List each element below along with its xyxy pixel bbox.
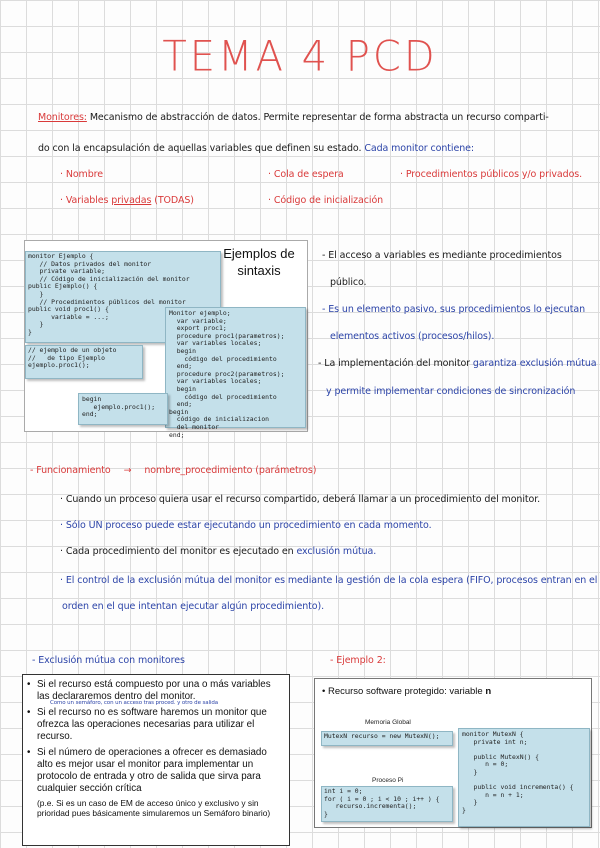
monitores-def-line2a: do con la encapsulación de aquellas variables que definen su estado.: [38, 143, 362, 154]
monitores-definition-line2: [38, 143, 598, 154]
item-variables-privadas: privadas: [111, 195, 152, 206]
ejemplo2-heading: - Ejemplo 2:: [330, 655, 386, 666]
item-procedimientos: · Procedimientos públicos y/o privados.: [400, 169, 583, 180]
note-2-line1: - Es un elemento pasivo, sus procedimientos lo ejecutan: [322, 304, 585, 315]
monitores-label: Monitores:: [38, 112, 87, 123]
code-pascal-monitor: Monitor ejemplo; var variable; export proc1; procedure proc1(parametros); var variables locales; begin código del procedimiento end; procedure proc2(parametros); var variables locales; begin código del procedimiento end; begin código de inicializacion del monitor end;: [165, 307, 306, 428]
syntax-title: [214, 245, 304, 279]
funcionamiento-label: - Funcionamiento: [30, 465, 111, 476]
memoria-code: MutexN recurso = new MutexN();: [321, 731, 453, 746]
exclusion-bullet-3: • Si el número de operaciones a ofrecer es demasiado alto es mejor usar el monitor para implementar un protocolo de entrada y otro de salida que sirva para cualquier sección crítica: [27, 747, 285, 795]
proceso-code: int i = 0; for ( i = 0 ; i < 10 ; i++ ) { recurso.incrementa(); }: [321, 786, 453, 822]
funcionamiento-b2: · Sólo UN proceso puede estar ejecutando un procedimiento en cada momento.: [60, 520, 432, 531]
arrow-icon: →: [123, 465, 132, 476]
exclusion-bullet-2: • Si el recurso no es software haremos un monitor que ofrezca las operaciones necesarias para utilizar el recurso.: [27, 707, 285, 743]
exclusion-paren: (p.e. Si es un caso de EM de acceso único y exclusivo y sin prioridad pues básicamente simularemos un Semáforo binario): [37, 798, 271, 818]
exclusion-handwritten-note: Como un semáforo, con un acceso tras proced. y otro de salida: [50, 700, 219, 706]
note-3-blue: garantiza exclusión mútua: [472, 358, 597, 369]
note-1-line1: - El acceso a variables es mediante procedimientos: [322, 250, 562, 261]
item-cola: · Cola de espera: [268, 169, 344, 180]
memoria-label: Memoria Global: [365, 719, 411, 726]
funcionamiento-signature: nombre_procedimiento (parámetros): [144, 465, 317, 476]
funcionamiento-b3: [60, 546, 376, 557]
item-nombre: · Nombre: [60, 169, 103, 180]
monitores-def-line1: Mecanismo de abstracción de datos. Permite representar de forma abstracta un recurso comparti-: [89, 112, 549, 123]
note-3-pre: - La implementación del monitor: [318, 358, 473, 369]
funcionamiento-b1: · Cuando un proceso quiera usar el recurso compartido, deberá llamar a un procedimiento del monitor.: [60, 494, 541, 505]
monitores-def-line2b: Cada monitor contiene:: [364, 143, 474, 154]
ejemplo2-bullet-text: Recurso software protegido: variable: [327, 686, 486, 697]
code-java-monitor: monitor Ejemplo { // Datos privados del monitor private variable; // Código de inicialización del monitor public Ejemplo() { } // Procedimientos públicos del monitor public void proc1() { variable = ...; } }: [25, 251, 221, 343]
page-title: TEMA 4 PCD: [162, 32, 438, 82]
funcionamiento-b4-line2: orden en el que intentan ejecutar algún procedimiento).: [62, 601, 325, 612]
funcionamiento-b4-line1: · El control de la exclusión mútua del monitor es mediante la gestión de la cola espera (FIFO, procesos entran en el: [60, 575, 598, 586]
code-java-usage: // ejemplo de un objeto // de tipo Ejemplo ejemplo.proc1();: [25, 345, 143, 379]
ejemplo2-bullet: • Recurso software protegido: variable n: [322, 686, 492, 697]
item-variables-post: (TODAS): [151, 195, 194, 206]
note-3-line1: [318, 358, 597, 369]
monitor-mutex-code: monitor MutexN { private int n; public MutexN() { n = 0; } public void incrementa() { n = n + 1; } }: [458, 728, 590, 827]
exclusion-bullet-1: • Si el recurso está compuesto por una o más variables las declararemos dentro del monitor.: [27, 679, 285, 703]
exclusion-heading: - Exclusión mútua con monitores: [32, 655, 185, 666]
item-variables: [60, 195, 194, 206]
monitores-definition: [38, 112, 598, 123]
syntax-title-line2: sintaxis: [237, 263, 281, 278]
funcionamiento-b3-pre: · Cada procedimiento del monitor es ejecutado en: [60, 546, 297, 557]
proceso-label: Proceso Pi: [372, 777, 404, 784]
note-3-line2: y permite implementar condiciones de sincronización: [326, 386, 576, 397]
code-pascal-usage: begin ejemplo.proc1(); end;: [78, 393, 168, 425]
note-2-line2: elementos activos (procesos/hilos).: [330, 331, 495, 342]
note-1-line2: público.: [330, 277, 367, 288]
funcionamiento-b3-blue: exclusión mútua.: [296, 546, 377, 557]
item-variables-pre: · Variables: [60, 195, 112, 206]
ejemplo2-bullet-bold: n: [485, 686, 492, 697]
syntax-title-line1: Ejemplos de: [223, 246, 295, 261]
funcionamiento-heading: [30, 465, 316, 476]
item-codigo: · Código de inicialización: [268, 195, 384, 206]
